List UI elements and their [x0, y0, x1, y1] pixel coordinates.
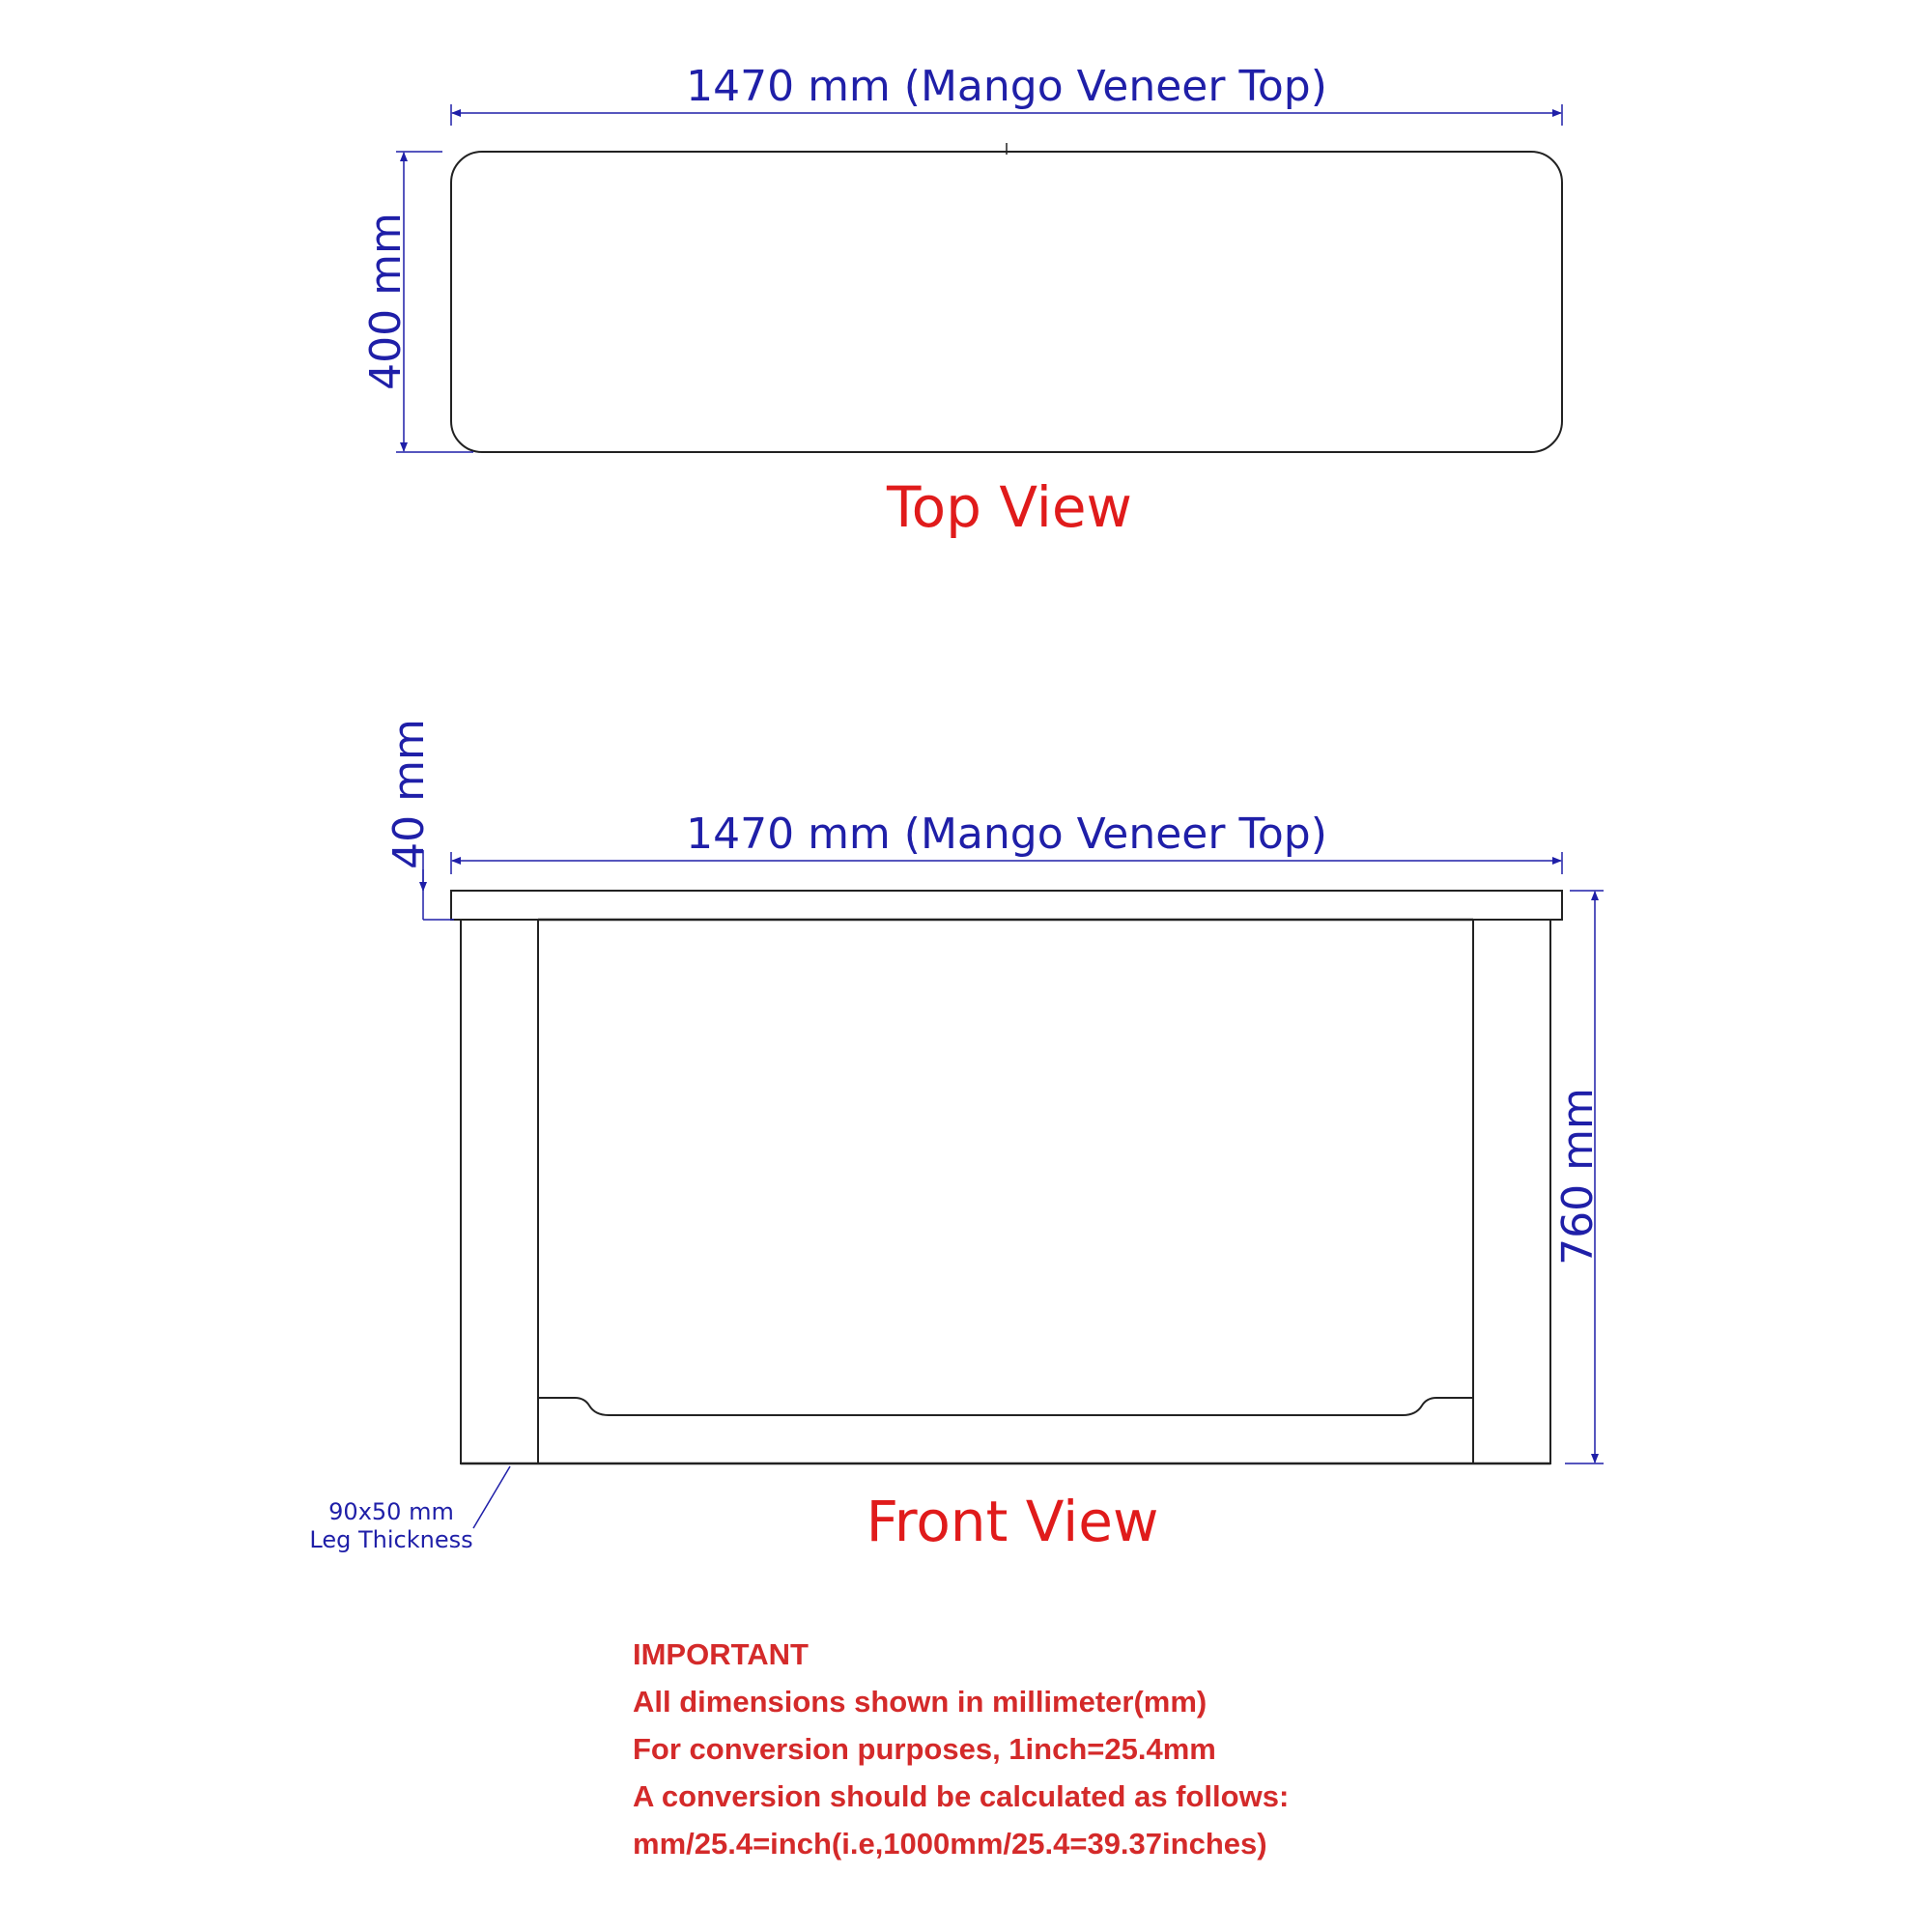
thickness-label: 40 mm [384, 719, 434, 869]
top-depth-label: 400 mm [361, 213, 411, 390]
front-view [309, 719, 1604, 1554]
height-label: 760 mm [1553, 1088, 1603, 1265]
height-dimension [1553, 891, 1604, 1463]
note-line-3: A conversion should be calculated as follows: [633, 1779, 1290, 1813]
thickness-dimension [384, 719, 454, 920]
bottom-stretcher [538, 1398, 1473, 1415]
tabletop-outline-top [451, 152, 1562, 452]
top-width-dimension [451, 62, 1562, 126]
leg-thickness-callout [309, 1466, 510, 1553]
top-view [361, 62, 1562, 540]
right-leg [1473, 920, 1550, 1463]
front-width-label: 1470 mm (Mango Veneer Top) [686, 810, 1327, 859]
note-line-2: For conversion purposes, 1inch=25.4mm [633, 1732, 1216, 1766]
top-depth-dimension [361, 152, 473, 452]
important-notes [633, 1631, 1289, 1867]
note-line-4: mm/25.4=inch(i.e,1000mm/25.4=39.37inches) [633, 1827, 1267, 1861]
tabletop-slab [451, 891, 1562, 920]
notes-heading: IMPORTANT [633, 1637, 809, 1671]
front-width-dimension [451, 810, 1562, 874]
leg-thickness-label: Leg Thickness [309, 1526, 473, 1553]
top-view-title: Top View [887, 474, 1132, 540]
top-width-label: 1470 mm (Mango Veneer Top) [686, 62, 1327, 111]
front-view-title: Front View [866, 1489, 1159, 1554]
note-line-1: All dimensions shown in millimeter(mm) [633, 1685, 1208, 1719]
leg-size-label: 90x50 mm [328, 1498, 454, 1525]
left-leg [461, 920, 538, 1463]
